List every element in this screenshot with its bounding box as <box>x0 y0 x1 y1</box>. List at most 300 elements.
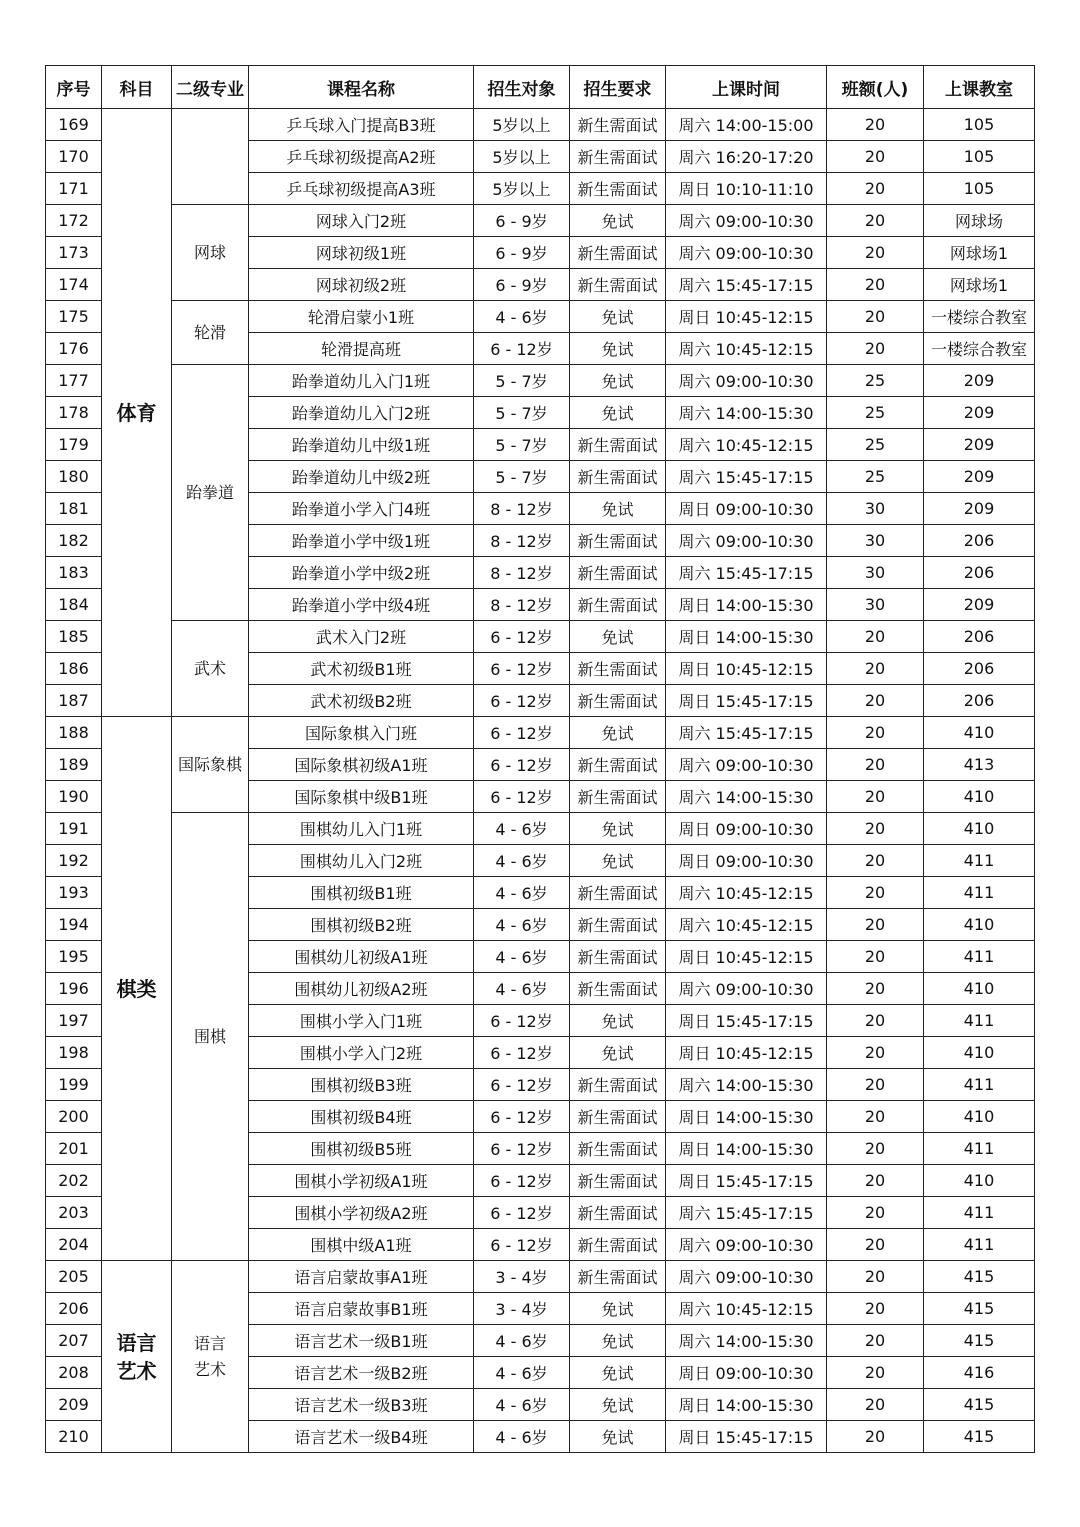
subject-cell <box>102 1261 172 1453</box>
requirement: 新生需面试 <box>570 1229 666 1261</box>
requirement: 免试 <box>570 493 666 525</box>
requirement: 免试 <box>570 333 666 365</box>
target-age: 3 - 4岁 <box>474 1261 570 1293</box>
specialty-cell <box>172 717 249 813</box>
class-size: 30 <box>827 557 924 589</box>
header-row <box>46 66 1035 109</box>
course-name: 跆拳道小学中级2班 <box>249 557 474 589</box>
row-index: 189 <box>46 749 102 781</box>
requirement: 新生需面试 <box>570 1133 666 1165</box>
row-index: 204 <box>46 1229 102 1261</box>
class-time: 周六 09:00-10:30 <box>666 237 827 269</box>
course-name: 围棋幼儿入门2班 <box>249 845 474 877</box>
class-time: 周六 15:45-17:15 <box>666 557 827 589</box>
row-index: 208 <box>46 1357 102 1389</box>
class-time: 周六 09:00-10:30 <box>666 205 827 237</box>
course-name: 围棋小学初级A1班 <box>249 1165 474 1197</box>
table-row <box>46 205 1035 237</box>
row-index: 181 <box>46 493 102 525</box>
class-size: 20 <box>827 973 924 1005</box>
row-index: 206 <box>46 1293 102 1325</box>
subject-cell-label: 艺术 <box>116 1358 157 1383</box>
class-size: 20 <box>827 1165 924 1197</box>
class-time: 周日 09:00-10:30 <box>666 1357 827 1389</box>
class-time: 周日 10:45-12:15 <box>666 1037 827 1069</box>
classroom: 206 <box>924 685 1035 717</box>
requirement: 新生需面试 <box>570 1101 666 1133</box>
col-header-class-size: 班额(人) <box>827 66 924 109</box>
class-size: 20 <box>827 781 924 813</box>
target-age: 6 - 12岁 <box>474 781 570 813</box>
classroom: 网球场1 <box>924 237 1035 269</box>
target-age: 5岁以上 <box>474 109 570 141</box>
classroom: 209 <box>924 397 1035 429</box>
class-size: 20 <box>827 1037 924 1069</box>
class-size: 20 <box>827 909 924 941</box>
row-index: 203 <box>46 1197 102 1229</box>
class-time: 周六 10:45-12:15 <box>666 1293 827 1325</box>
course-name: 跆拳道小学入门4班 <box>249 493 474 525</box>
class-size: 20 <box>827 141 924 173</box>
table-body <box>46 109 1035 1453</box>
specialty-cell-label: 国际象棋 <box>177 754 242 774</box>
target-age: 6 - 12岁 <box>474 717 570 749</box>
specialty-cell-label: 语言 <box>193 1333 226 1353</box>
row-index: 190 <box>46 781 102 813</box>
classroom: 415 <box>924 1389 1035 1421</box>
course-name: 围棋初级B1班 <box>249 877 474 909</box>
course-name: 围棋幼儿初级A1班 <box>249 941 474 973</box>
requirement: 免试 <box>570 1389 666 1421</box>
target-age: 5岁以上 <box>474 173 570 205</box>
class-time: 周六 10:45-12:15 <box>666 909 827 941</box>
row-index: 198 <box>46 1037 102 1069</box>
class-size: 20 <box>827 749 924 781</box>
row-index: 186 <box>46 653 102 685</box>
row-index: 210 <box>46 1421 102 1453</box>
col-header-specialty: 二级专业 <box>172 66 249 109</box>
row-index: 191 <box>46 813 102 845</box>
requirement: 免试 <box>570 1325 666 1357</box>
row-index: 184 <box>46 589 102 621</box>
class-size: 20 <box>827 173 924 205</box>
target-age: 5 - 7岁 <box>474 397 570 429</box>
classroom: 411 <box>924 1197 1035 1229</box>
specialty-cell-label: 围棋 <box>193 1026 226 1046</box>
requirement: 新生需面试 <box>570 781 666 813</box>
requirement: 免试 <box>570 301 666 333</box>
classroom: 411 <box>924 941 1035 973</box>
classroom: 105 <box>924 173 1035 205</box>
classroom: 415 <box>924 1293 1035 1325</box>
classroom: 209 <box>924 461 1035 493</box>
class-time: 周六 15:45-17:15 <box>666 461 827 493</box>
target-age: 6 - 12岁 <box>474 621 570 653</box>
row-index: 200 <box>46 1101 102 1133</box>
target-age: 4 - 6岁 <box>474 941 570 973</box>
class-time: 周日 10:45-12:15 <box>666 941 827 973</box>
requirement: 免试 <box>570 365 666 397</box>
class-time: 周六 09:00-10:30 <box>666 1229 827 1261</box>
requirement: 免试 <box>570 205 666 237</box>
requirement: 新生需面试 <box>570 141 666 173</box>
course-name: 国际象棋入门班 <box>249 717 474 749</box>
class-size: 25 <box>827 365 924 397</box>
target-age: 6 - 9岁 <box>474 269 570 301</box>
target-age: 8 - 12岁 <box>474 493 570 525</box>
class-size: 20 <box>827 653 924 685</box>
requirement: 新生需面试 <box>570 429 666 461</box>
target-age: 6 - 12岁 <box>474 749 570 781</box>
course-name: 乒乓球初级提高A3班 <box>249 173 474 205</box>
requirement: 免试 <box>570 397 666 429</box>
requirement: 新生需面试 <box>570 557 666 589</box>
class-time: 周日 14:00-15:30 <box>666 1133 827 1165</box>
course-name: 跆拳道小学中级1班 <box>249 525 474 557</box>
course-name: 围棋幼儿初级A2班 <box>249 973 474 1005</box>
class-size: 20 <box>827 205 924 237</box>
specialty-cell-label: 艺术 <box>193 1359 226 1379</box>
class-time: 周六 09:00-10:30 <box>666 525 827 557</box>
course-name: 跆拳道幼儿入门2班 <box>249 397 474 429</box>
target-age: 6 - 12岁 <box>474 1165 570 1197</box>
requirement: 免试 <box>570 1037 666 1069</box>
target-age: 6 - 12岁 <box>474 685 570 717</box>
course-name: 围棋小学入门2班 <box>249 1037 474 1069</box>
row-index: 201 <box>46 1133 102 1165</box>
row-index: 194 <box>46 909 102 941</box>
target-age: 5 - 7岁 <box>474 461 570 493</box>
target-age: 6 - 12岁 <box>474 333 570 365</box>
class-time: 周六 14:00-15:30 <box>666 397 827 429</box>
row-index: 178 <box>46 397 102 429</box>
specialty-cell <box>172 109 249 205</box>
class-time: 周六 09:00-10:30 <box>666 973 827 1005</box>
row-index: 207 <box>46 1325 102 1357</box>
classroom: 105 <box>924 109 1035 141</box>
class-time: 周日 09:00-10:30 <box>666 493 827 525</box>
target-age: 5岁以上 <box>474 141 570 173</box>
class-time: 周六 14:00-15:30 <box>666 1325 827 1357</box>
requirement: 新生需面试 <box>570 685 666 717</box>
classroom: 411 <box>924 1069 1035 1101</box>
target-age: 4 - 6岁 <box>474 1357 570 1389</box>
requirement: 免试 <box>570 717 666 749</box>
class-size: 25 <box>827 397 924 429</box>
class-time: 周日 15:45-17:15 <box>666 685 827 717</box>
class-size: 20 <box>827 1325 924 1357</box>
row-index: 195 <box>46 941 102 973</box>
row-index: 183 <box>46 557 102 589</box>
course-name: 围棋中级A1班 <box>249 1229 474 1261</box>
classroom: 209 <box>924 493 1035 525</box>
class-size: 20 <box>827 1293 924 1325</box>
row-index: 185 <box>46 621 102 653</box>
class-time: 周六 14:00-15:30 <box>666 781 827 813</box>
target-age: 4 - 6岁 <box>474 1325 570 1357</box>
classroom: 411 <box>924 1005 1035 1037</box>
classroom: 一楼综合教室 <box>924 301 1035 333</box>
classroom: 410 <box>924 973 1035 1005</box>
course-name: 武术初级B2班 <box>249 685 474 717</box>
col-header-classroom: 上课教室 <box>924 66 1035 109</box>
requirement: 新生需面试 <box>570 461 666 493</box>
subject-cell-label: 语言 <box>116 1330 157 1355</box>
classroom: 410 <box>924 717 1035 749</box>
class-size: 20 <box>827 1357 924 1389</box>
class-time: 周六 15:45-17:15 <box>666 717 827 749</box>
row-index: 169 <box>46 109 102 141</box>
table-row <box>46 717 1035 749</box>
class-size: 20 <box>827 1133 924 1165</box>
target-age: 8 - 12岁 <box>474 525 570 557</box>
classroom: 411 <box>924 877 1035 909</box>
classroom: 206 <box>924 621 1035 653</box>
row-index: 172 <box>46 205 102 237</box>
specialty-cell-label: 武术 <box>193 658 226 678</box>
class-time: 周日 10:45-12:15 <box>666 301 827 333</box>
classroom: 105 <box>924 141 1035 173</box>
col-header-subject: 科目 <box>102 66 172 109</box>
specialty-cell <box>172 1261 249 1453</box>
course-name: 围棋小学初级A2班 <box>249 1197 474 1229</box>
subject-cell <box>102 109 172 717</box>
row-index: 187 <box>46 685 102 717</box>
target-age: 8 - 12岁 <box>474 589 570 621</box>
course-name: 语言艺术一级B3班 <box>249 1389 474 1421</box>
class-size: 20 <box>827 1005 924 1037</box>
course-name: 跆拳道幼儿中级1班 <box>249 429 474 461</box>
target-age: 6 - 12岁 <box>474 1133 570 1165</box>
target-age: 6 - 9岁 <box>474 237 570 269</box>
class-time: 周六 15:45-17:15 <box>666 269 827 301</box>
class-time: 周日 15:45-17:15 <box>666 1005 827 1037</box>
course-name: 国际象棋初级A1班 <box>249 749 474 781</box>
course-name: 武术初级B1班 <box>249 653 474 685</box>
row-index: 199 <box>46 1069 102 1101</box>
target-age: 4 - 6岁 <box>474 1421 570 1453</box>
course-name: 轮滑提高班 <box>249 333 474 365</box>
target-age: 4 - 6岁 <box>474 877 570 909</box>
course-name: 网球入门2班 <box>249 205 474 237</box>
course-name: 乒乓球入门提高B3班 <box>249 109 474 141</box>
classroom: 206 <box>924 653 1035 685</box>
class-size: 20 <box>827 685 924 717</box>
specialty-cell <box>172 621 249 717</box>
classroom: 411 <box>924 1229 1035 1261</box>
requirement: 新生需面试 <box>570 1165 666 1197</box>
classroom: 网球场1 <box>924 269 1035 301</box>
row-index: 193 <box>46 877 102 909</box>
course-name: 跆拳道小学中级4班 <box>249 589 474 621</box>
class-time: 周日 14:00-15:30 <box>666 589 827 621</box>
target-age: 4 - 6岁 <box>474 1389 570 1421</box>
class-size: 20 <box>827 845 924 877</box>
requirement: 免试 <box>570 813 666 845</box>
requirement: 免试 <box>570 845 666 877</box>
class-size: 20 <box>827 237 924 269</box>
requirement: 免试 <box>570 1293 666 1325</box>
classroom: 415 <box>924 1261 1035 1293</box>
requirement: 新生需面试 <box>570 173 666 205</box>
class-size: 30 <box>827 525 924 557</box>
requirement: 新生需面试 <box>570 589 666 621</box>
table-row <box>46 813 1035 845</box>
subject-cell-label: 体育 <box>116 400 157 425</box>
class-time: 周日 15:45-17:15 <box>666 1165 827 1197</box>
classroom: 411 <box>924 845 1035 877</box>
specialty-cell-label: 轮滑 <box>193 322 226 342</box>
classroom: 410 <box>924 909 1035 941</box>
class-size: 20 <box>827 877 924 909</box>
requirement: 新生需面试 <box>570 525 666 557</box>
target-age: 6 - 12岁 <box>474 1229 570 1261</box>
course-name: 跆拳道幼儿入门1班 <box>249 365 474 397</box>
target-age: 4 - 6岁 <box>474 301 570 333</box>
col-header-target-age: 招生对象 <box>474 66 570 109</box>
class-time: 周六 15:45-17:15 <box>666 1197 827 1229</box>
course-schedule-table <box>45 65 1035 1453</box>
specialty-cell <box>172 205 249 301</box>
course-name: 语言艺术一级B2班 <box>249 1357 474 1389</box>
requirement: 新生需面试 <box>570 1069 666 1101</box>
row-index: 205 <box>46 1261 102 1293</box>
class-time: 周日 15:45-17:15 <box>666 1421 827 1453</box>
course-name: 跆拳道幼儿中级2班 <box>249 461 474 493</box>
row-index: 177 <box>46 365 102 397</box>
classroom: 209 <box>924 429 1035 461</box>
target-age: 6 - 12岁 <box>474 1069 570 1101</box>
class-time: 周六 16:20-17:20 <box>666 141 827 173</box>
class-time: 周六 10:45-12:15 <box>666 429 827 461</box>
specialty-cell <box>172 301 249 365</box>
requirement: 免试 <box>570 1005 666 1037</box>
class-size: 20 <box>827 1197 924 1229</box>
class-time: 周日 14:00-15:30 <box>666 621 827 653</box>
requirement: 新生需面试 <box>570 1261 666 1293</box>
class-size: 25 <box>827 461 924 493</box>
requirement: 免试 <box>570 621 666 653</box>
class-time: 周六 09:00-10:30 <box>666 365 827 397</box>
row-index: 174 <box>46 269 102 301</box>
class-time: 周六 10:45-12:15 <box>666 877 827 909</box>
classroom: 410 <box>924 813 1035 845</box>
col-header-class-time: 上课时间 <box>666 66 827 109</box>
requirement: 新生需面试 <box>570 877 666 909</box>
requirement: 免试 <box>570 1357 666 1389</box>
requirement: 新生需面试 <box>570 237 666 269</box>
course-name: 围棋初级B4班 <box>249 1101 474 1133</box>
row-index: 180 <box>46 461 102 493</box>
row-index: 176 <box>46 333 102 365</box>
course-name: 语言艺术一级B1班 <box>249 1325 474 1357</box>
requirement: 新生需面试 <box>570 909 666 941</box>
target-age: 3 - 4岁 <box>474 1293 570 1325</box>
target-age: 6 - 12岁 <box>474 1037 570 1069</box>
target-age: 4 - 6岁 <box>474 845 570 877</box>
target-age: 5 - 7岁 <box>474 365 570 397</box>
class-size: 30 <box>827 493 924 525</box>
class-size: 20 <box>827 621 924 653</box>
class-size: 20 <box>827 1389 924 1421</box>
subject-cell-label: 棋类 <box>116 976 157 1001</box>
class-time: 周六 09:00-10:30 <box>666 749 827 781</box>
class-time: 周日 09:00-10:30 <box>666 813 827 845</box>
requirement: 新生需面试 <box>570 109 666 141</box>
class-size: 20 <box>827 717 924 749</box>
class-size: 20 <box>827 269 924 301</box>
classroom: 415 <box>924 1421 1035 1453</box>
class-time: 周日 10:45-12:15 <box>666 653 827 685</box>
class-size: 20 <box>827 1101 924 1133</box>
class-size: 20 <box>827 1261 924 1293</box>
specialty-cell <box>172 365 249 621</box>
row-index: 182 <box>46 525 102 557</box>
course-name: 国际象棋中级B1班 <box>249 781 474 813</box>
class-size: 30 <box>827 589 924 621</box>
target-age: 5 - 7岁 <box>474 429 570 461</box>
course-name: 语言启蒙故事B1班 <box>249 1293 474 1325</box>
target-age: 6 - 9岁 <box>474 205 570 237</box>
class-size: 20 <box>827 301 924 333</box>
requirement: 新生需面试 <box>570 269 666 301</box>
classroom: 209 <box>924 589 1035 621</box>
class-size: 20 <box>827 1229 924 1261</box>
class-size: 25 <box>827 429 924 461</box>
classroom: 416 <box>924 1357 1035 1389</box>
target-age: 6 - 12岁 <box>474 1005 570 1037</box>
row-index: 173 <box>46 237 102 269</box>
col-header-course-name: 课程名称 <box>249 66 474 109</box>
row-index: 171 <box>46 173 102 205</box>
table-row <box>46 109 1035 141</box>
classroom: 410 <box>924 1037 1035 1069</box>
target-age: 8 - 12岁 <box>474 557 570 589</box>
class-size: 20 <box>827 333 924 365</box>
row-index: 175 <box>46 301 102 333</box>
target-age: 4 - 6岁 <box>474 973 570 1005</box>
subject-cell <box>102 717 172 1261</box>
requirement: 新生需面试 <box>570 749 666 781</box>
class-size: 20 <box>827 109 924 141</box>
row-index: 197 <box>46 1005 102 1037</box>
table-row <box>46 301 1035 333</box>
row-index: 188 <box>46 717 102 749</box>
table-row <box>46 621 1035 653</box>
course-name: 武术入门2班 <box>249 621 474 653</box>
target-age: 6 - 12岁 <box>474 1101 570 1133</box>
row-index: 202 <box>46 1165 102 1197</box>
course-name: 乒乓球初级提高A2班 <box>249 141 474 173</box>
requirement: 新生需面试 <box>570 653 666 685</box>
class-time: 周六 09:00-10:30 <box>666 1261 827 1293</box>
course-name: 围棋初级B5班 <box>249 1133 474 1165</box>
requirement: 免试 <box>570 1421 666 1453</box>
class-time: 周日 10:10-11:10 <box>666 173 827 205</box>
specialty-cell <box>172 813 249 1261</box>
target-age: 6 - 12岁 <box>474 1197 570 1229</box>
class-time: 周日 14:00-15:30 <box>666 1389 827 1421</box>
row-index: 170 <box>46 141 102 173</box>
course-name: 网球初级2班 <box>249 269 474 301</box>
class-time: 周日 09:00-10:30 <box>666 845 827 877</box>
class-size: 20 <box>827 941 924 973</box>
table-row <box>46 1261 1035 1293</box>
target-age: 6 - 12岁 <box>474 653 570 685</box>
course-name: 围棋初级B3班 <box>249 1069 474 1101</box>
course-name: 网球初级1班 <box>249 237 474 269</box>
course-name: 围棋幼儿入门1班 <box>249 813 474 845</box>
